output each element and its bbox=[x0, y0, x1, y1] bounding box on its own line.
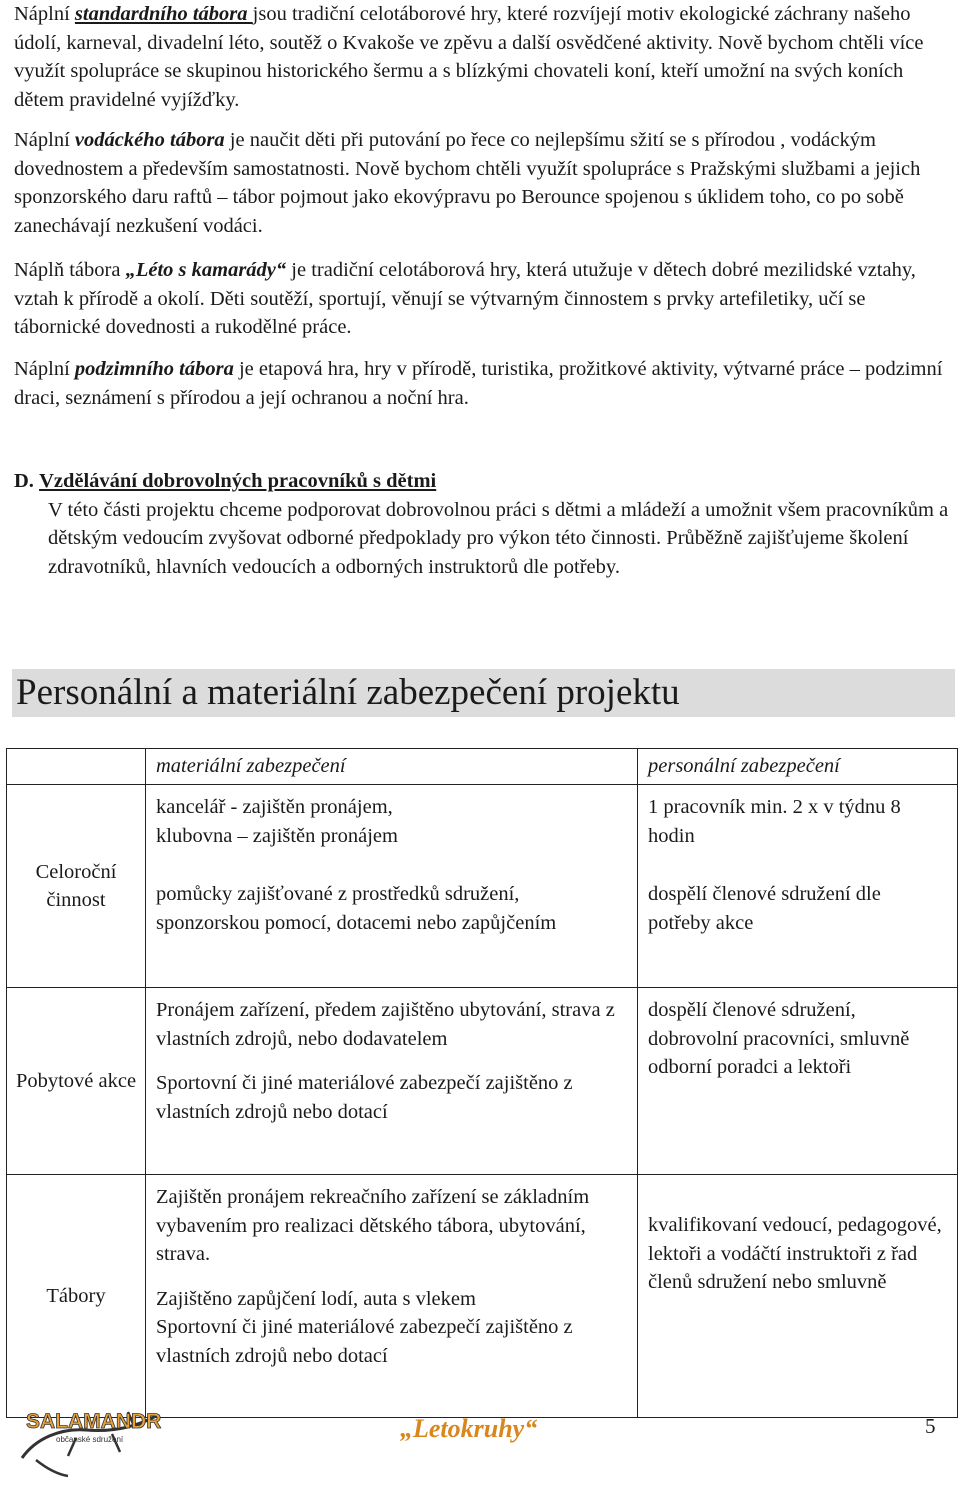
paragraph-standard-camp bbox=[14, 0, 949, 114]
section-d bbox=[14, 467, 949, 581]
cell-line: kancelář - zajištěn pronájem, bbox=[156, 796, 393, 818]
cell-line: Pronájem zařízení, předem zajištěno ubytování, strava z vlastních zdrojů, nebo dodavatelem bbox=[156, 999, 615, 1050]
paragraph-text: je tradiční celotáborová hry, která utužuje v dětech dobré mezilidské vztahy, vztah k přírodě a okolí. Děti soutěží, sportují, věnují se výtvarným činnostem s prvky artefiletiky, učí se tábornické dovednosti a rukodělné práce. bbox=[14, 259, 916, 339]
row-label: Celoroční činnost bbox=[7, 785, 146, 988]
page-number: 5 bbox=[925, 1414, 936, 1438]
paragraph-text: je naučit děti při putování po řece co nejlepšímu sžití se s přírodou , vodáckým dovednostem a především samostatnosti. Nově bychom chtěli využít spolupráce s Pražskými službami a jejich sponzorského daru raftů – tábor pojmout jako ekovýpravu po Berounce spojenou s úklidem toho, co po sobě zanechávají nezkušení vodáci. bbox=[14, 129, 921, 237]
paragraph-prefix: Náplní bbox=[14, 358, 75, 380]
personal-cell bbox=[638, 1175, 958, 1418]
paragraph-prefix: Náplň tábora bbox=[14, 259, 126, 281]
personal-cell bbox=[638, 785, 958, 988]
cell-line: dospělí členové sdružení dle potřeby akce bbox=[648, 883, 881, 934]
paragraph-text: jsou tradiční celotáborové hry, které rozvíjejí motiv ekologické záchrany našeho údolí, karneval, divadelní léto, soutěž o Kvakoše ve zpěvu a další osvědčené aktivity. Nově bychom chtěli více využít spolupráce se skupinou historického šermu a s blízkými chovateli koní, kteří umožní na svých koních dětem pravidelné vyjížďky. bbox=[14, 3, 924, 111]
paragraph-prefix: Náplní bbox=[14, 3, 75, 25]
camp-name: vodáckého tábora bbox=[74, 129, 225, 151]
salamandr-logo bbox=[16, 1398, 164, 1482]
table-row bbox=[7, 1175, 958, 1418]
section-d-heading bbox=[14, 467, 949, 496]
cell-line: klubovna – zajištěn pronájem bbox=[156, 824, 398, 847]
camp-name: standardního tábora bbox=[74, 3, 253, 25]
header-cell-empty bbox=[7, 749, 146, 785]
cell-line: dospělí členové sdružení, dobrovolní pracovníci, smluvně odborní poradci a lektoři bbox=[648, 999, 910, 1078]
camp-name: „Léto s kamarády“ bbox=[125, 259, 287, 281]
material-cell bbox=[146, 988, 638, 1175]
paragraph-prefix: Náplní bbox=[14, 129, 75, 151]
header-cell-material: materiální zabezpečení bbox=[146, 749, 638, 785]
paragraph-text: je etapová hra, hry v přírodě, turistika, prožitkové aktivity, výtvarné práce – podzimní draci, seznámení s přírodou a její ochranou a noční hra. bbox=[14, 358, 943, 409]
section-title: Vzdělávání dobrovolných pracovníků s dětmi bbox=[39, 470, 437, 492]
resources-table bbox=[6, 748, 958, 1418]
section-d-text: V této části projektu chceme podporovat dobrovolnou práci s dětmi a mládeží a umožnit všem pracovníkům a dětským vedoucím zvyšovat odborné předpoklady pro výkon této činnosti. Průběžně zajišťujeme školení zdravotníků, hlavních vedoucích a odborných instruktorů dle potřeby. bbox=[48, 498, 949, 578]
table-row bbox=[7, 988, 958, 1175]
header-cell-personal: personální zabezpečení bbox=[638, 749, 958, 785]
cell-line: Zajištěno zapůjčení lodí, auta s vlekem bbox=[156, 1287, 476, 1310]
material-cell bbox=[146, 785, 638, 988]
personal-cell bbox=[638, 988, 958, 1175]
paragraph-summer-camp bbox=[14, 256, 949, 342]
cell-line: 1 pracovník min. 2 x v týdnu 8 hodin bbox=[648, 796, 901, 847]
footer-title: „Letokruhy“ bbox=[400, 1414, 538, 1443]
table-header-row bbox=[7, 749, 958, 785]
paragraph-autumn-camp bbox=[14, 355, 949, 412]
cell-line: Sportovní či jiné materiálové zabezpečí zajištěno z vlastních zdrojů nebo dotací bbox=[156, 1316, 573, 1367]
logo-text: SALAMANDR bbox=[26, 1410, 162, 1433]
table-row bbox=[7, 785, 958, 988]
cell-line: Sportovní či jiné materiálové zabezpečí zajištěno z vlastních zdrojů nebo dotací bbox=[156, 1072, 573, 1123]
row-label: Tábory bbox=[7, 1175, 146, 1418]
cell-line: pomůcky zajišťované z prostředků sdružení, sponzorskou pomocí, dotacemi nebo zapůjčením bbox=[156, 883, 557, 934]
section-letter: D. bbox=[14, 470, 34, 492]
material-cell bbox=[146, 1175, 638, 1418]
camp-name: podzimního tábora bbox=[74, 358, 234, 380]
row-label: Pobytové akce bbox=[7, 988, 146, 1175]
logo-subtext: občanské sdružení bbox=[56, 1435, 124, 1444]
page-heading: Personální a materiální zabezpečení projektu bbox=[16, 672, 680, 713]
cell-line: kvalifikovaní vedoucí, pedagogové, lektoři a vodáčtí instruktoři z řad členů sdružení nebo smluvně bbox=[648, 1214, 942, 1293]
paragraph-canoe-camp bbox=[14, 126, 949, 240]
cell-line: Zajištěn pronájem rekreačního zařízení se základním vybavením pro realizaci dětského tábora, ubytování, strava. bbox=[156, 1186, 590, 1265]
